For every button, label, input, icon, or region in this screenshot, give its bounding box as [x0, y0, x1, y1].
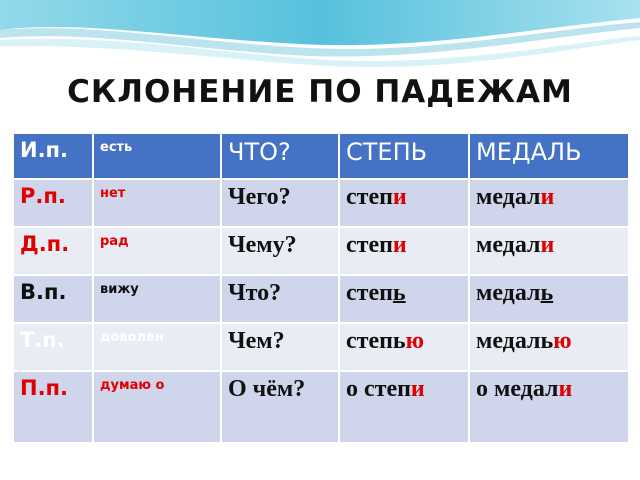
- word-ending: и: [392, 232, 407, 258]
- case-cell: [13, 323, 93, 371]
- case-label: В.п.: [20, 280, 67, 304]
- case-cell: [13, 133, 93, 179]
- word-ending: и: [540, 232, 555, 258]
- word-ending: ь: [392, 280, 406, 306]
- slide-title: СКЛОНЕНИЕ ПО ПАДЕЖАМ: [67, 74, 573, 110]
- example-word: доволен: [100, 330, 164, 345]
- word1-cell: [339, 227, 469, 275]
- word2-cell: [469, 227, 629, 275]
- word2-cell: [469, 133, 629, 179]
- word-stem: медал: [476, 184, 541, 210]
- word-ending: и: [410, 376, 425, 402]
- question-cell: [221, 133, 339, 179]
- word-stem: степ: [346, 280, 393, 306]
- word-ending: ю: [553, 328, 572, 354]
- word2-cell: [469, 275, 629, 323]
- question-label: Чем?: [228, 328, 285, 354]
- table-row: [13, 323, 629, 371]
- word-ending: ь: [540, 280, 554, 306]
- question-label: Чего?: [228, 184, 291, 210]
- question-cell: [221, 323, 339, 371]
- word-stem: степь: [346, 328, 406, 354]
- word2-label: МЕДАЛЬ: [476, 138, 582, 166]
- question-cell: [221, 227, 339, 275]
- example-cell: [93, 323, 221, 371]
- question-label: О чём?: [228, 376, 306, 402]
- word-stem: степ: [346, 184, 393, 210]
- word2-cell: [469, 179, 629, 227]
- example-word: есть: [100, 140, 133, 155]
- case-cell: [13, 371, 93, 443]
- example-cell: [93, 275, 221, 323]
- table-row: [13, 227, 629, 275]
- case-label: И.п.: [20, 138, 69, 162]
- question-cell: [221, 275, 339, 323]
- case-cell: [13, 275, 93, 323]
- example-cell: [93, 133, 221, 179]
- question-label: Чему?: [228, 232, 297, 258]
- example-word: вижу: [100, 282, 139, 297]
- case-label: Т.п.: [20, 328, 65, 352]
- table-row: [13, 371, 629, 443]
- word-stem: о степ: [346, 376, 411, 402]
- table-row: [13, 275, 629, 323]
- example-word: думаю о: [100, 378, 165, 393]
- word-stem: медал: [476, 232, 541, 258]
- example-word: нет: [100, 186, 126, 201]
- case-label: П.п.: [20, 376, 69, 400]
- question-cell: [221, 371, 339, 443]
- word-ending: и: [540, 184, 555, 210]
- word1-cell: [339, 179, 469, 227]
- question-label: ЧТО?: [228, 138, 291, 166]
- table-header-row: [13, 133, 629, 179]
- word2-cell: [469, 371, 629, 443]
- word1-cell: [339, 371, 469, 443]
- example-cell: [93, 227, 221, 275]
- word-stem: степ: [346, 232, 393, 258]
- example-cell: [93, 371, 221, 443]
- example-cell: [93, 179, 221, 227]
- question-label: Что?: [228, 280, 282, 306]
- case-cell: [13, 227, 93, 275]
- declension-table: [12, 132, 630, 444]
- question-cell: [221, 179, 339, 227]
- word2-cell: [469, 323, 629, 371]
- case-label: Д.п.: [20, 232, 70, 256]
- word-ending: и: [558, 376, 573, 402]
- word-stem: о медал: [476, 376, 559, 402]
- word1-cell: [339, 133, 469, 179]
- table-row: [13, 179, 629, 227]
- decorative-waves: [0, 0, 640, 80]
- word-ending: ю: [405, 328, 424, 354]
- case-cell: [13, 179, 93, 227]
- word1-cell: [339, 323, 469, 371]
- word1-label: СТЕПЬ: [346, 138, 428, 166]
- word-stem: медаль: [476, 328, 554, 354]
- word-ending: и: [392, 184, 407, 210]
- word-stem: медал: [476, 280, 541, 306]
- example-word: рад: [100, 234, 129, 249]
- case-label: Р.п.: [20, 184, 66, 208]
- word1-cell: [339, 275, 469, 323]
